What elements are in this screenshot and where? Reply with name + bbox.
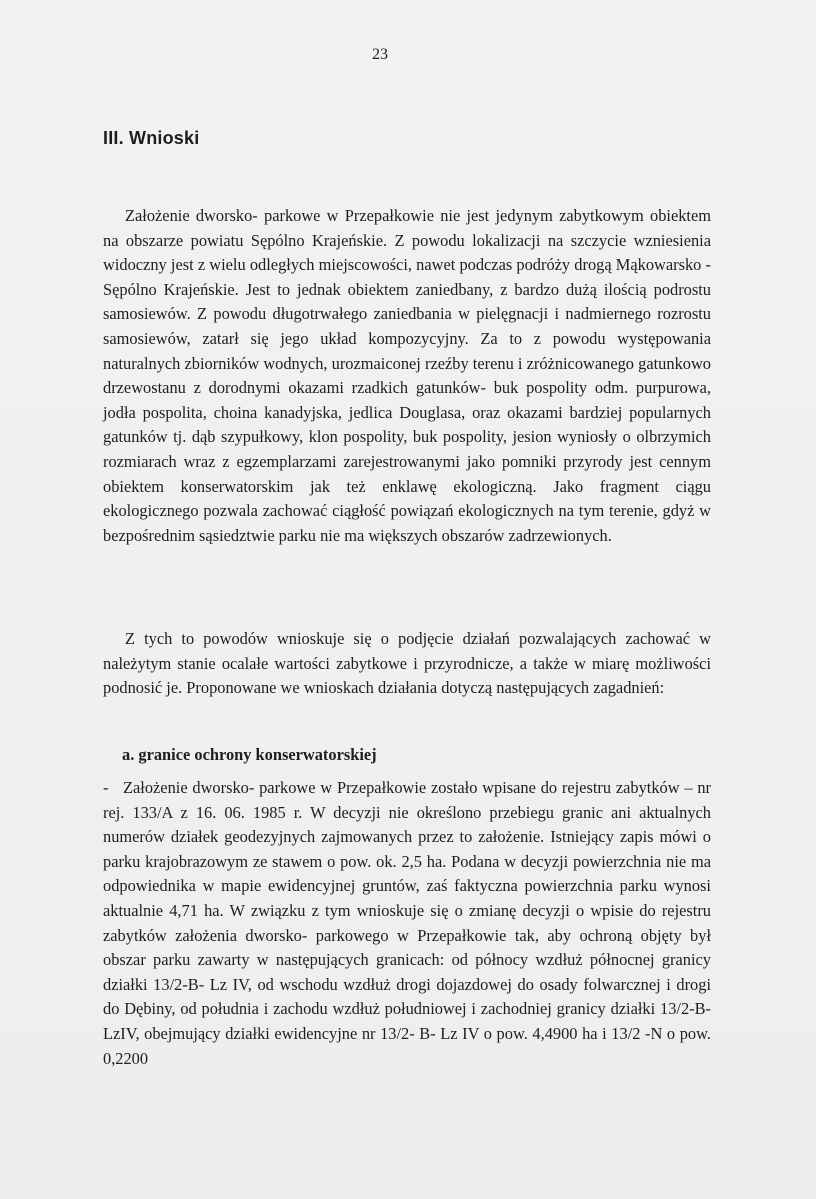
paragraph-text: Założenie dworsko- parkowe w Przepałkowie nie jest jedynym zabytkowym obiektem na obszarze powiatu Sępólno Krajeńskie. Z powodu lokalizacji na szczycie wzniesienia widoczny jest z wielu odległych miejscowości, nawet podczas podróży drogą Mąkowarsko - Sępólno Krajeńskie. Jest to jednak obiektem zaniedbany, z bardzo dużą ilością podrostu samosiewów. Z powodu długotrwałego zaniedbania w pielęgnacji i nadmiernego rozrostu samosiewów, zatarł się jego układ kompozycyjny. Za to z powodu występowania naturalnych zbiorników wodnych, urozmaiconej rzeźby terenu i zróżnicowanego gatunkowo drzewostanu z dorodnymi okazami rzadkich gatunków- buk pospolity odm. purpurowa, jodła pospolita, choina kanadyjska, jedlica Douglasa, oraz okazami bardziej popularnych gatunków tj. dąb szypułkowy, klon pospolity, buk pospolity, jesion wyniosły o olbrzymich rozmiarach wraz z egzemplarzami zarejestrowanymi jako pomniki przyrody jest cennym obiektem konserwatorskim jak też enklawę ekologiczną. Jako fragment ciągu ekologicznego pozwala zachować ciągłość powiązań ekologicznych na tym terenie, gdyż w bezpośrednim sąsiedztwie parku nie ma większych obszarów zadrzewionych. [103, 206, 711, 545]
subsection-heading: a. granice ochrony konserwatorskiej [122, 745, 377, 764]
paragraph-proposals [103, 627, 711, 701]
page-number: 23 [372, 46, 388, 63]
paragraph-protection-bounds [103, 776, 711, 1071]
paragraph-text [103, 776, 711, 1071]
paragraph-text: Z tych to powodów wnioskuje się o podjęcie działań pozwalających zachować w należytym stanie ocalałe wartości zabytkowe i przyrodnicze, a także w miarę możliwości podnosić je. Proponowane we wnioskach działania dotyczą następujących zagadnień: [103, 629, 711, 698]
paragraph-body: Założenie dworsko- parkowe w Przepałkowie zostało wpisane do rejestru zabytków – nr rej. 133/A z 16. 06. 1985 r. W decyzji nie określono przebiegu granic ani aktualnych numerów działek geodezyjnych zajmowanych przez to założenie. Istniejący zapis mówi o parku krajobrazowym ze stawem o pow. ok. 2,5 ha. Podana w decyzji powierzchnia nie ma odpowiednika w mapie ewidencyjnej gruntów, zaś faktyczna powierzchnia parku wynosi aktualnie 4,71 ha. W związku z tym wnioskuje się o zmianę decyzji o wpisie do rejestru zabytków założenia dworsko- parkowego w Przepałkowie tak, aby ochroną objęty był obszar parku zawarty w następujących granicach: od północy wzdłuż północnej granicy działki 13/2-B- Lz IV, od wschodu wzdłuż drogi dojazdowej do osady folwarcznej i drogi do Dębiny, od południa i zachodu wzdłuż południowej i zachodniej granicy działki 13/2-B-LzIV, obejmujący działki ewidencyjne nr 13/2- B- Lz IV o pow. 4,4900 ha i 13/2 -N o pow. 0,2200 [103, 778, 711, 1068]
section-heading: III. Wnioski [103, 128, 200, 148]
list-dash: - [103, 778, 109, 797]
paragraph-intro [103, 204, 711, 548]
